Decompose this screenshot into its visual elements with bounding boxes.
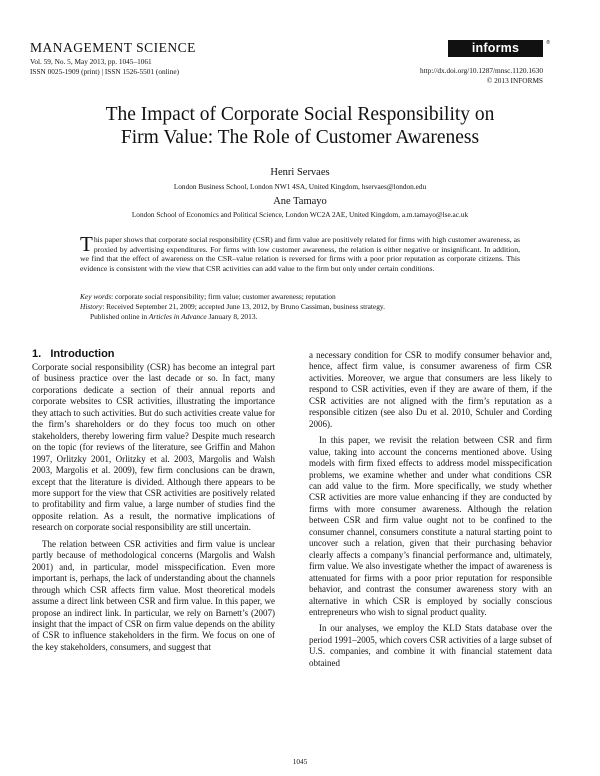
section-number: 1. xyxy=(32,348,42,360)
keywords-label: Key words xyxy=(80,292,112,301)
section-heading xyxy=(32,348,275,361)
paragraph: In our analyses, we employ the KLD Stats database over the period 1991–2005, which covers CSR activities of a large subset of U.S. companies, and combine it with financial statement data obtained xyxy=(309,623,552,668)
title-line-1: The Impact of Corporate Social Responsibility on xyxy=(105,104,495,125)
paper-title xyxy=(0,103,600,149)
issn-line: ISSN 0025-1909 (print) | ISSN 1526-5501 (online) xyxy=(30,66,180,76)
history-text: : Received September 21, 2009; accepted June 13, 2012, by Bruno Cassiman, business strategy. xyxy=(102,302,385,311)
published-journal: Articles in Advance xyxy=(148,312,207,321)
published-date: January 8, 2013. xyxy=(206,312,258,321)
author-name-1: Henri Servaes xyxy=(270,167,330,178)
author-affiliation-1: London Business School, London NW1 4SA, United Kingdom, hservaes@london.edu xyxy=(173,182,427,191)
keywords xyxy=(80,292,520,302)
abstract xyxy=(80,232,520,273)
volume-info xyxy=(30,57,179,76)
paragraph: Corporate social responsibility (CSR) has become an integral part of business practice over the last decade or so. In fact, many corporations dedicate a section of their annual reports and corporate websites to CSR activities, illustrating the importance they attach to such activities. But do such activities create value for the firm’s shareholders or do they focus too much on other stakeholders, thereby lowering firm value? Despite much research on the topic (for reviews of the literature, see Griffin and Mahon 1997, Orlitzky 2001, Orlitzky et al. 2003, Margolis and Walsh 2003, Margolis et al. 2009), few firm conclusions can be drawn, except that the literature is divided. Although there appears to be more support for the view that CSR activities are positively related to profitability and firm value, a large number of studies find the opposite relation. As a result, the normative implications of research on corporate social responsibility are still uncertain. xyxy=(32,362,275,533)
published-online xyxy=(80,312,530,322)
keywords-text: : corporate social responsibility; firm value; customer awareness; reputation xyxy=(111,292,336,301)
body-column-right xyxy=(309,350,552,669)
author-name-2: Ane Tamayo xyxy=(273,196,327,207)
published-prefix: Published online in xyxy=(90,312,149,321)
abstract-text: his paper shows that corporate social responsibility (CSR) and firm value are positively related for firms with high customer awareness, as proxied by advertising expenditures. For firms with low customer awareness, the relation is either negative or insignificant. In addition, we find that the effect of awareness on the CSR–value relation is reversed for firms with a poor prior reputation as corporate citizens. This evidence is consistent with the view that CSR activities can add value to the firm but only under certain conditions. xyxy=(80,235,520,273)
paragraph: a necessary condition for CSR to modify consumer behavior and, hence, affect firm value, is consumer awareness of firm CSR activities. Moreover, we argue that consumers are less likely to respond to CSR activities, even if they are aware of them, if the CSR activities are not aligned with the firm’s reputation as a responsible citizen (see also Du et al. 2010, Schuler and Cording 2006). xyxy=(309,350,552,429)
journal-name: MANAGEMENT SCIENCE xyxy=(30,40,196,55)
doi-block xyxy=(420,66,543,85)
abstract-dropcap: T xyxy=(80,232,93,256)
registered-mark: ® xyxy=(546,40,550,46)
page-number: 1045 xyxy=(292,757,308,766)
paragraph: The relation between CSR activities and firm value is unclear partly because of methodological concerns (Margolis and Walsh 2001) and, in particular, model misspecification. Even more important is, perhaps, the lack of understanding about the channels through which CSR affects firm value. Most theoretical models assume a direct link between CSR and firm value. In this paper, we propose an indirect link. In particular, we rely on Barnett’s (2007) insight that the impact of CSR on firm value depends on the ability of CSR to influence stakeholders in the firm. We focus on one of the key stakeholders, consumers, and suggest that xyxy=(32,538,275,652)
paragraph: In this paper, we revisit the relation between CSR and firm value, taking into account the concerns mentioned above. Using models with firm fixed effects to address model misspecification problems, we examine whether and under what conditions CSR can add value to the firm. More specifically, we study whether CSR activities are more value enhancing if they are conducted by firms with more consumer awareness. Although the relation between CSR and firm value ought not to be confined to the consumer channel, consumers constitute a natural starting point to uncover such a relation, given that their purchasing behavior clearly affects a company’s financial performance and, ultimately, firm value. We also investigate whether the impact of awareness is attenuated for firms with a poor prior reputation for responsible behavior, and contrast the consumer awareness story with an alternative in which CSR is employed by socially conscious entrepreneurs who wish to signal product quality. xyxy=(309,435,552,617)
volume-line: Vol. 59, No. 5, May 2013, pp. 1045–1061 xyxy=(30,57,152,66)
doi-link[interactable]: http://dx.doi.org/10.1287/mnsc.1120.1630 xyxy=(419,66,543,75)
section-title: Introduction xyxy=(50,348,115,360)
title-line-2: Firm Value: The Role of Customer Awareness xyxy=(120,127,480,148)
copyright: © 2013 INFORMS xyxy=(486,75,543,85)
body-column-left xyxy=(32,348,275,653)
history-label: History xyxy=(80,302,103,311)
informs-logo: informs xyxy=(448,40,543,57)
history xyxy=(80,302,520,312)
author-affiliation-2: London School of Economics and Political Science, London WC2A 2AE, United Kingdom, a.m.tamayo@lse.ac.uk xyxy=(131,210,469,219)
